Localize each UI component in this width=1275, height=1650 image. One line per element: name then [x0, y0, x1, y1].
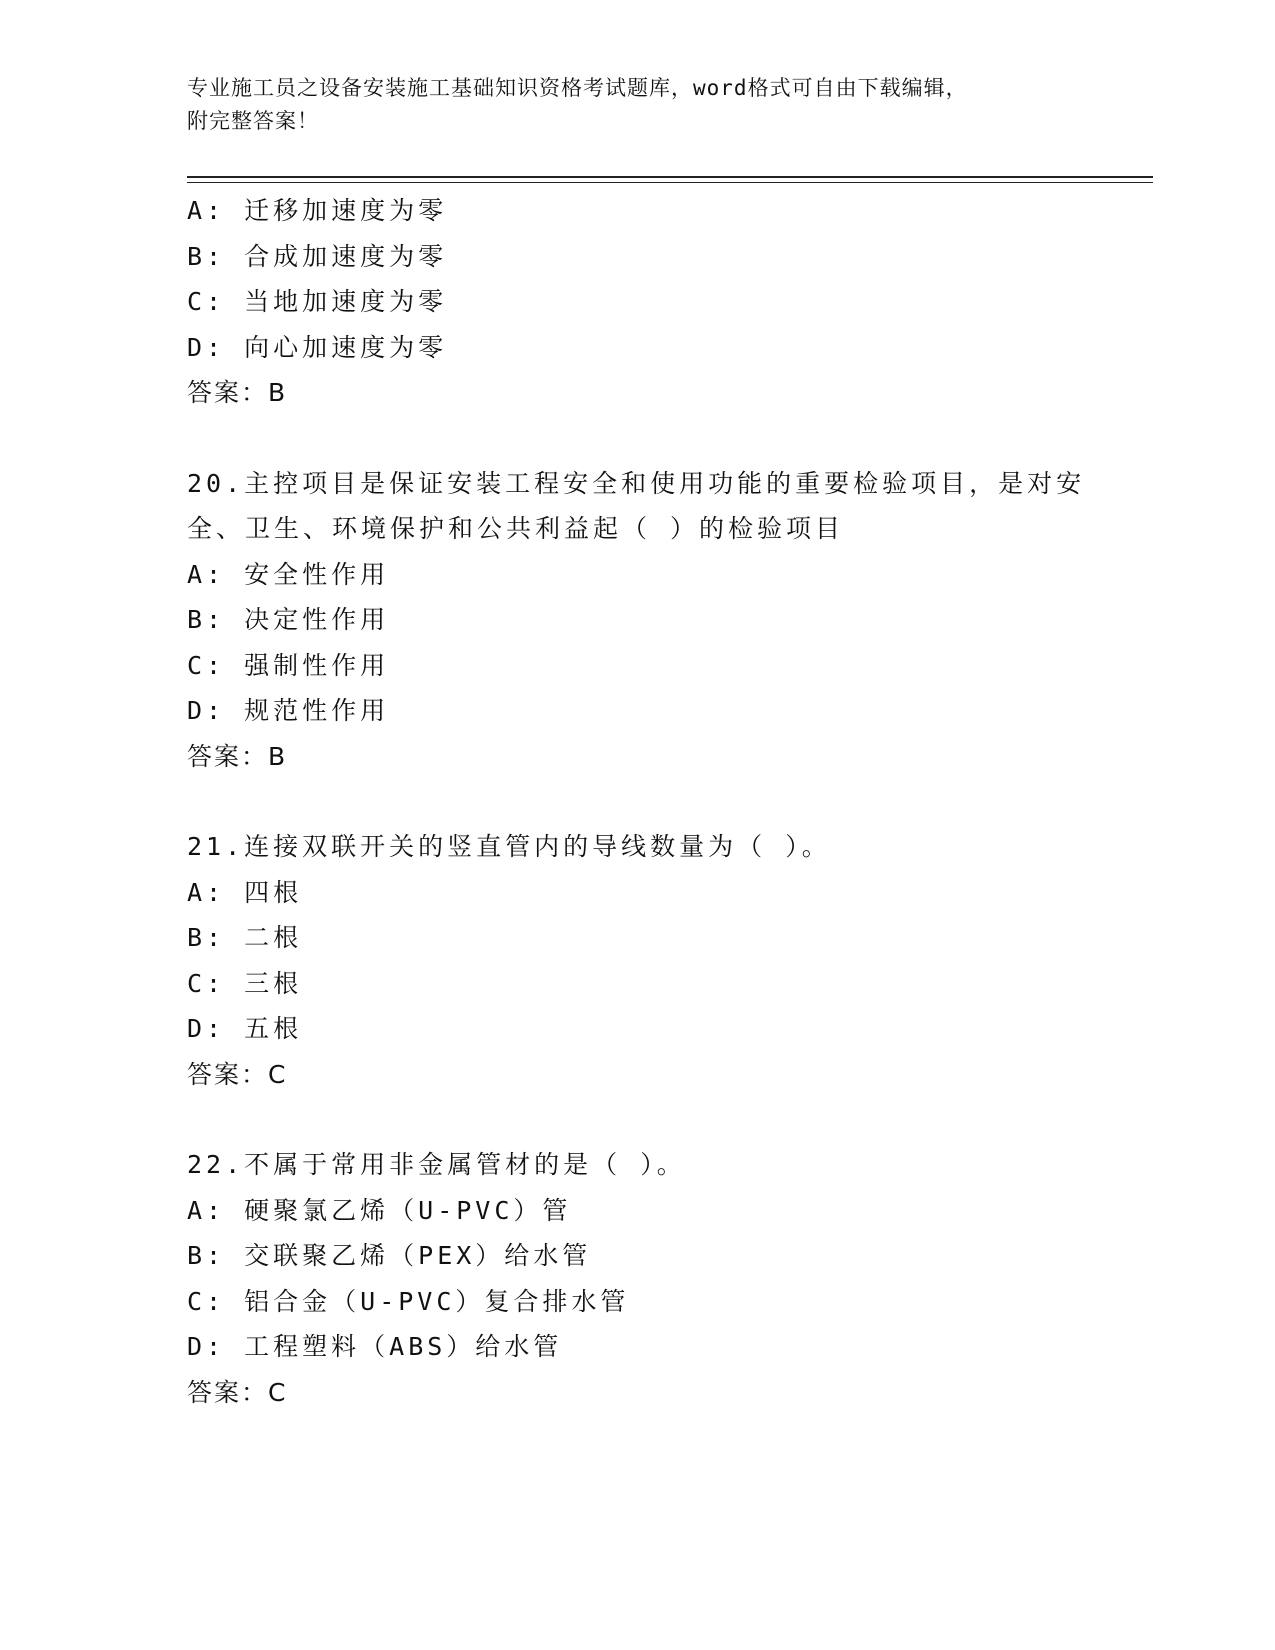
answer: 答案：C: [187, 1059, 288, 1089]
option-c: C: 强制性作用: [187, 650, 390, 680]
option-d: D: 工程塑料（ABS）给水管: [187, 1332, 563, 1361]
option-b: B: 合成加速度为零: [187, 241, 448, 271]
option-a: A: 四根: [187, 877, 303, 907]
option-a: A: 迁移加速度为零: [187, 196, 448, 225]
option-a: A: 硬聚氯乙烯（U-PVC）管: [187, 1195, 572, 1225]
option-c: C: 当地加速度为零: [187, 287, 448, 316]
question-stem-line-1: 20.主控项目是保证安装工程安全和使用功能的重要检验项目，是对安: [187, 468, 1086, 498]
spacer: [187, 779, 1087, 824]
question-stem: 21.连接双联开关的竖直管内的导线数量为（ ）。: [187, 832, 831, 861]
option-c: C: 铝合金（U-PVC）复合排水管: [187, 1286, 630, 1316]
option-a: A: 安全性作用: [187, 559, 390, 589]
option-c: C: 三根: [187, 968, 303, 998]
option-d: D: 规范性作用: [187, 696, 390, 725]
answer: 答案：B: [187, 741, 288, 771]
question-stem: 22.不属于常用非金属管材的是（ ）。: [187, 1150, 686, 1179]
question-20: [187, 461, 1087, 780]
question-22: [187, 1142, 1087, 1415]
spacer: [187, 416, 1087, 461]
header-line-1: 专业施工员之设备安装施工基础知识资格考试题库，word格式可自由下载编辑，: [187, 76, 968, 100]
option-d: D: 五根: [187, 1014, 303, 1043]
header-divider-thin: [187, 182, 1153, 183]
question-21: [187, 824, 1087, 1097]
option-d: D: 向心加速度为零: [187, 332, 448, 362]
question-19: [187, 188, 1087, 416]
document-header: [187, 72, 1067, 138]
option-b: B: 二根: [187, 923, 303, 952]
answer: 答案：C: [187, 1377, 288, 1407]
answer: 答案：B: [187, 378, 288, 407]
header-line-2: 附完整答案！: [187, 109, 319, 133]
option-b: B: 决定性作用: [187, 605, 390, 634]
question-list: [187, 188, 1087, 1415]
question-stem-line-2: 全、卫生、环境保护和公共利益起（ ）的检验项目: [187, 514, 845, 543]
option-b: B: 交联聚乙烯（PEX）给水管: [187, 1241, 592, 1270]
header-divider-thick: [187, 176, 1153, 178]
spacer: [187, 1097, 1087, 1142]
